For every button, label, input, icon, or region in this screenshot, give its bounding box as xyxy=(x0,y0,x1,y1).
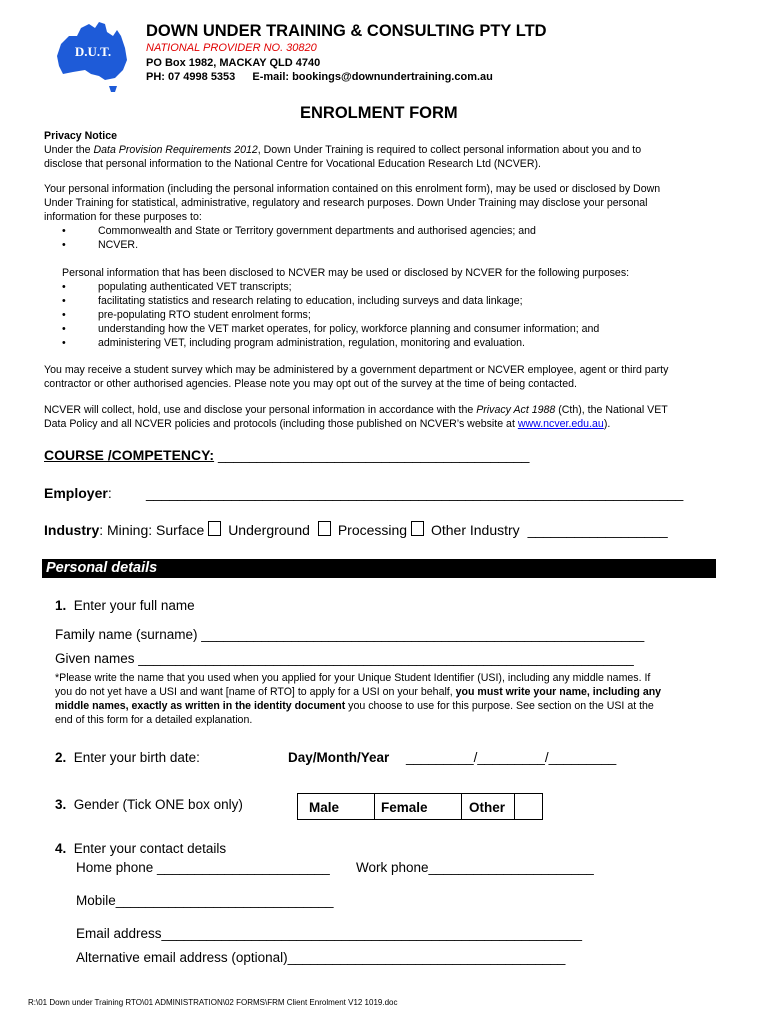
privacy-paragraph-5: NCVER will collect, hold, use and disclose your personal information in accordance with the Privacy Act 1988 (Cth), the National VET Data Policy and all NCVER policies and protocols (including those published on NCVER’s website at www.ncver.edu.au). xyxy=(44,404,668,430)
privacy-paragraph-4: You may receive a student survey which may be administered by a government department or NCVER employee, agent or third party contractor or other authorised agencies. Please note you may opt out of the survey at the time of being contacted. xyxy=(44,364,669,390)
gender-other-option[interactable]: Other xyxy=(461,793,515,820)
family-name-field[interactable]: Family name (surname) ___________________________________________________________ xyxy=(55,627,645,642)
section-header-personal: Personal details xyxy=(42,559,716,578)
postal-address: PO Box 1982, MACKAY QLD 4740 xyxy=(146,57,321,69)
contact-line xyxy=(146,71,493,83)
date-format-label: Day/Month/Year xyxy=(288,750,390,765)
checkbox-surface[interactable] xyxy=(208,521,221,536)
home-phone-field[interactable]: Home phone _______________________ xyxy=(76,860,330,875)
alt-email-field[interactable]: Alternative email address (optional)_____________________________________ xyxy=(76,950,566,965)
checkbox-processing[interactable] xyxy=(411,521,424,536)
employer-label: Employer: xyxy=(44,485,112,501)
course-field[interactable]: COURSE /COMPETENCY: ________________________________________ xyxy=(44,447,530,463)
ncver-link[interactable]: www.ncver.edu.au xyxy=(517,418,604,430)
mobile-field[interactable]: Mobile_____________________________ xyxy=(76,893,334,908)
usi-note: *Please write the name that you used when you applied for your Unique Student Identifier (USI), including any middle names. If you do not yet have a USI and want [name of RTO] to apply for a USI on your behalf, you must write your name, including any middle names, exactly as written in the identity document you choose to use for this purpose. See section on the USI at the end of this form for a detailed explanation. xyxy=(55,672,662,726)
contact-email: E-mail: bookings@downundertraining.com.au xyxy=(252,71,493,83)
question-birth-date: 2. Enter your birth date: xyxy=(55,750,200,765)
question-contact: 4. Enter your contact details xyxy=(55,841,227,856)
privacy-paragraph-2: Your personal information (including the personal information contained on this enrolment form), may be used or disclosed by Down Under Training for statistical, administrative, regulatory and research purposes. Down Under Training may disclose your personal information for these purposes to: xyxy=(44,183,661,223)
question-gender: 3. Gender (Tick ONE box only) xyxy=(55,797,243,812)
form-title: ENROLMENT FORM xyxy=(300,104,458,122)
svg-text:D.U.T.: D.U.T. xyxy=(74,44,112,59)
gender-male-option[interactable]: Male xyxy=(297,793,375,820)
privacy-paragraph-1: Under the Data Provision Requirements 2012, Down Under Training is required to collect personal information about you and to disclose that personal information to the National Centre for Vocational Education Research Ltd (NCVER). xyxy=(44,144,642,170)
question-full-name: 1. Enter your full name xyxy=(55,598,195,613)
company-name: DOWN UNDER TRAINING & CONSULTING PTY LTD xyxy=(146,22,547,40)
australia-map-icon xyxy=(55,14,131,92)
privacy-paragraph-3: Personal information that has been disclosed to NCVER may be used or disclosed by NCVER for the following purposes: xyxy=(62,267,630,279)
provider-number: NATIONAL PROVIDER NO. 30820 xyxy=(146,42,317,54)
gender-female-option[interactable]: Female xyxy=(373,793,462,820)
checkbox-underground[interactable] xyxy=(318,521,331,536)
course-label: COURSE /COMPETENCY: xyxy=(44,447,215,463)
industry-label: Industry xyxy=(44,522,100,538)
email-field[interactable]: Email address________________________________________________________ xyxy=(76,926,582,941)
phone-number: PH: 07 4998 5353 xyxy=(146,71,236,83)
given-names-field[interactable]: Given names __________________________________________________________________ xyxy=(55,651,634,666)
work-phone-field[interactable]: Work phone______________________ xyxy=(356,860,594,875)
privacy-heading: Privacy Notice xyxy=(44,130,118,142)
company-logo xyxy=(55,14,131,92)
employer-field[interactable]: _____________________________________________________________________ xyxy=(146,485,684,501)
footer-file-path: R:\01 Down under Training RTO\01 ADMINISTRATION\02 FORMS\FRM Client Enrolment V12 1019.doc xyxy=(28,998,398,1007)
industry-row: Industry: Mining: Surface Underground Processing Other Industry __________________ xyxy=(44,522,668,538)
birth-date-field[interactable]: _________/_________/_________ xyxy=(406,750,617,765)
other-industry-field[interactable]: __________________ xyxy=(527,522,668,538)
gender-other-checkbox[interactable] xyxy=(514,793,543,820)
